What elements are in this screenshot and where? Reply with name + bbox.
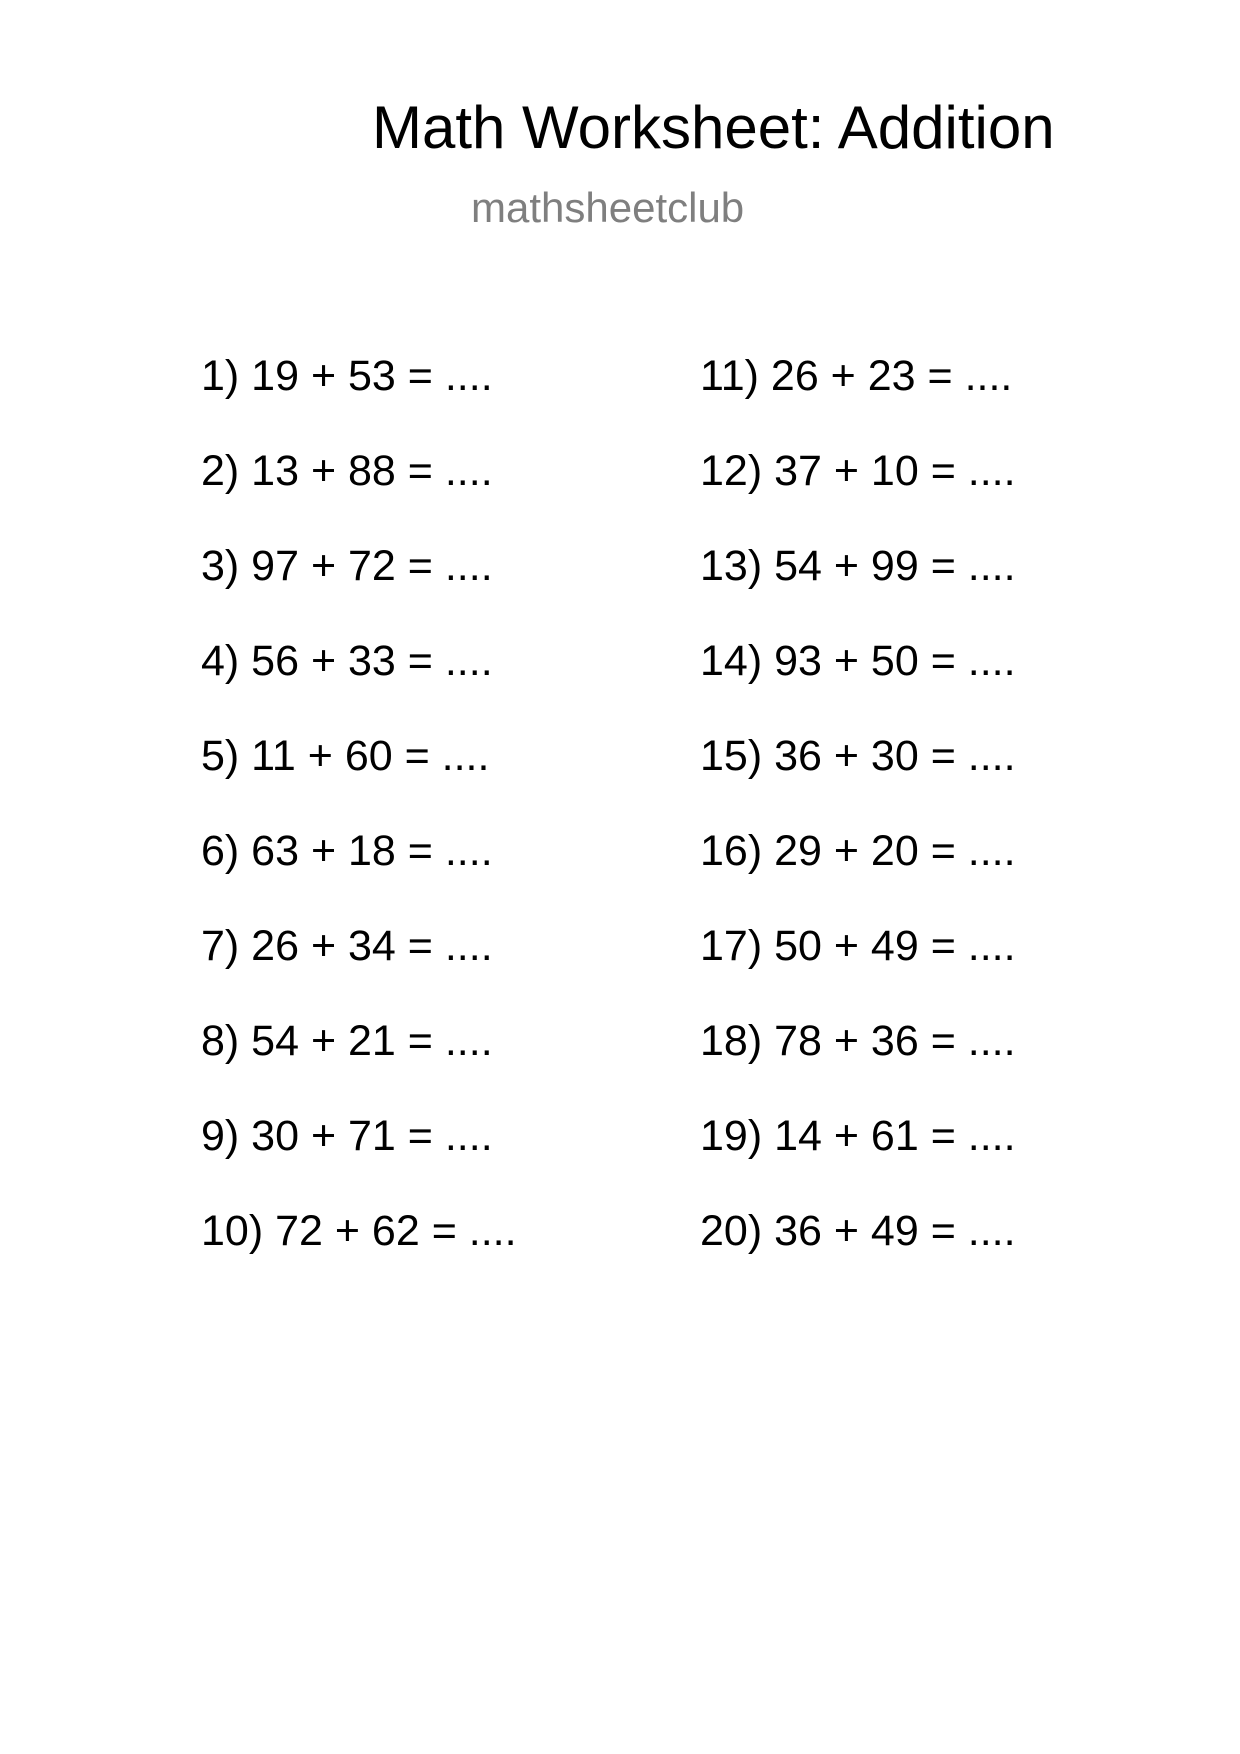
problem-15: 15) 36 + 30 = .... xyxy=(700,732,1016,780)
problem-4: 4) 56 + 33 = .... xyxy=(201,637,493,685)
problem-7: 7) 26 + 34 = .... xyxy=(201,922,493,970)
problem-11: 11) 26 + 23 = .... xyxy=(700,352,1013,400)
problem-12: 12) 37 + 10 = .... xyxy=(700,447,1016,495)
problem-18: 18) 78 + 36 = .... xyxy=(700,1017,1016,1065)
problem-6: 6) 63 + 18 = .... xyxy=(201,827,493,875)
problem-8: 8) 54 + 21 = .... xyxy=(201,1017,493,1065)
problem-1: 1) 19 + 53 = .... xyxy=(201,352,493,400)
problem-13: 13) 54 + 99 = .... xyxy=(700,542,1016,590)
problem-5: 5) 11 + 60 = .... xyxy=(201,732,490,780)
problem-10: 10) 72 + 62 = .... xyxy=(201,1207,517,1255)
page-subtitle: mathsheetclub xyxy=(471,184,745,231)
problem-17: 17) 50 + 49 = .... xyxy=(700,922,1016,970)
problem-20: 20) 36 + 49 = .... xyxy=(700,1207,1016,1255)
page-title: Math Worksheet: Addition xyxy=(372,94,1055,161)
problem-2: 2) 13 + 88 = .... xyxy=(201,447,493,495)
problem-19: 19) 14 + 61 = .... xyxy=(700,1112,1016,1160)
problem-14: 14) 93 + 50 = .... xyxy=(700,637,1016,685)
problem-9: 9) 30 + 71 = .... xyxy=(201,1112,493,1160)
problem-3: 3) 97 + 72 = .... xyxy=(201,542,493,590)
problem-16: 16) 29 + 20 = .... xyxy=(700,827,1016,875)
